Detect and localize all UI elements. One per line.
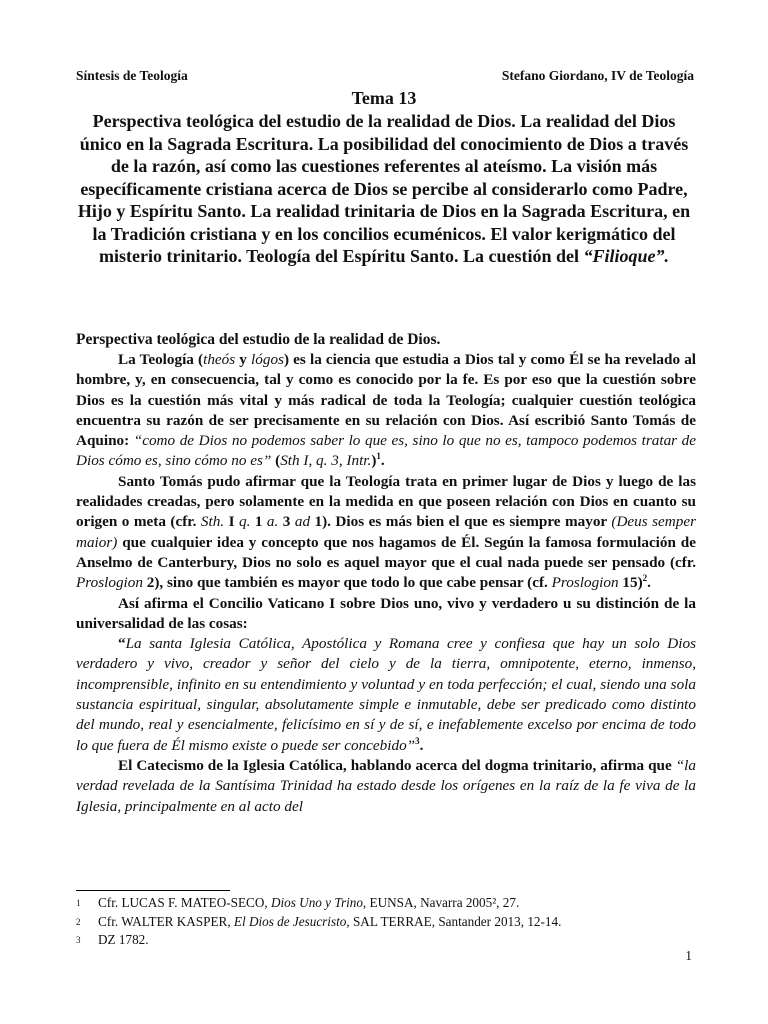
- topic-number: Tema 13: [351, 88, 417, 108]
- vatican-quote: La santa Iglesia Católica, Apostólica y Romana cree y confiesa que hay un solo Dios verdadero y vivo, creador y señor del cielo y de la tierra, omnipotente, eterno, inmenso, incomprensible, infinito en su entendimiento y voluntad y en toda perfección; el cual, siendo una sola sustancia espiritual, singular, absolutamente simple e inmutable, debe ser predicado como distinto del mundo, real y esencialmente, felicísimo en sí y de sí, e inefablemente excelso por encima de todo lo que fuera de Él mismo existe o puede ser concebido”: [76, 635, 696, 754]
- paragraph-4-quote: “La santa Iglesia Católica, Apostólica y Romana cree y confiesa que hay un solo Dios verdadero y vivo, creador y señor del cielo y de la tierra, omnipotente, eterno, inmenso, incomprensible, infinito en su entendimiento y voluntad y en toda perfección; el cual, siendo una sola sustancia espiritual, singular, absolutamente simple e inmutable, debe ser predicado como distinto del mundo, real y esencialmente, felicísimo en sí y de sí, e inefablemente excelso por encima de todo lo que fuera de Él mismo existe o puede ser concebido”$^3$.: [76, 635, 696, 754]
- title-filioque: “Filioque”.: [583, 246, 670, 266]
- aquinas-quote: “como de Dios no podemos saber lo que es, sino lo que no es, tampoco podemos tratar de Dios cómo es, sino cómo no es”: [76, 432, 696, 470]
- paragraph-3: Así afirma el Concilio Vaticano I sobre Dios uno, vivo y verdadero u su distinción de la universalidad de las cosas:: [76, 594, 696, 632]
- page-number: 1: [685, 948, 692, 963]
- footnote-ref-2[interactable]: 2: [642, 573, 648, 584]
- footnote-ref-1[interactable]: 1: [376, 451, 381, 462]
- catechism-quote: “la verdad revelada de la Santísima Trinidad ha estado desde los orígenes en la raíz de la fe viva de la Iglesia, principalmente en al acto del: [76, 756, 696, 815]
- document-title: [70, 110, 698, 268]
- footnote-separator: [76, 890, 230, 891]
- header-left: Síntesis de Teología: [76, 68, 188, 83]
- title-main: Perspectiva teológica del estudio de la realidad de Dios. La realidad del Dios único en la Sagrada Escritura. La posibilidad del conocimiento de Dios a través de la razón, así como las cuestiones referentes al ateísmo. La visión más específicamente cristiana acerca de Dios se percibe al considerarlo como Padre, Hijo y Espíritu Santo. La realidad trinitaria de Dios en la Sagrada Escritura, en la Tradición cristiana y en los concilios ecuménicos. El valor kerigmático del misterio trinitario. Teología del Espíritu Santo. La cuestión del: [77, 111, 691, 266]
- header-right: Stefano Giordano, IV de Teología: [501, 68, 694, 83]
- page-header: [76, 68, 694, 84]
- footnote-ref-3[interactable]: 3: [415, 735, 420, 746]
- footnotes: [76, 894, 696, 950]
- paragraph-5: El Catecismo de la Iglesia Católica, hablando acerca del dogma trinitario, afirma que “la verdad revelada de la Santísima Trinidad ha estado desde los orígenes en la raíz de la fe viva de la Iglesia, principalmente en al acto del: [76, 756, 696, 815]
- paragraph-2: Santo Tomás pudo afirmar que la Teología trata en primer lugar de Dios y luego de las realidades creadas, pero solamente en la medida en que poseen relación con Dios en cuanto su origen o meta (cfr. Sth. I q. 1 a. 3 ad 1). Dios es más bien el que es siempre mayor (Deus semper maior) que cualquier idea y concepto que nos hagamos de Él. Según la famosa formulación de Anselmo de Canterbury, Dios no solo es aquel mayor que el cual nada puede ser pensado (cfr. Proslogion 2), sino que también es mayor que todo lo que cabe pensar (cf. Proslogion 15)$^2$.: [76, 472, 697, 592]
- footnote-2: 2 Cfr. WALTER KASPER, El Dios de Jesucristo, SAL TERRAE, Santander 2013, 12-14.: [76, 913, 562, 929]
- body-text: [76, 350, 696, 817]
- section-heading: Perspectiva teológica del estudio de la realidad de Dios.: [76, 331, 441, 348]
- footnote-3: 3 DZ 1782.: [76, 932, 149, 947]
- paragraph-1: La Teología (theós y lógos) es la ciencia que estudia a Dios tal y como Él se ha revelado al hombre, y, en consecuencia, tal y como es conocido por la fe. Es por eso que la cuestión sobre Dios es la cuestión más vital y más radical de toda la Teología; cualquier cuestión teológica encuentra su razón de ser precisamente en su relación con Dios. Así escribió Santo Tomás de Aquino: “como de Dios no podemos saber lo que es, sino lo que no es, tampoco podemos tratar de Dios cómo es, sino cómo no es” (Sth I, q. 3, Intr.)$^1$.: [76, 351, 697, 470]
- footnote-1: 1 Cfr. LUCAS F. MATEO-SECO, Dios Uno y Trino, EUNSA, Navarra 2005², 27.: [76, 895, 520, 910]
